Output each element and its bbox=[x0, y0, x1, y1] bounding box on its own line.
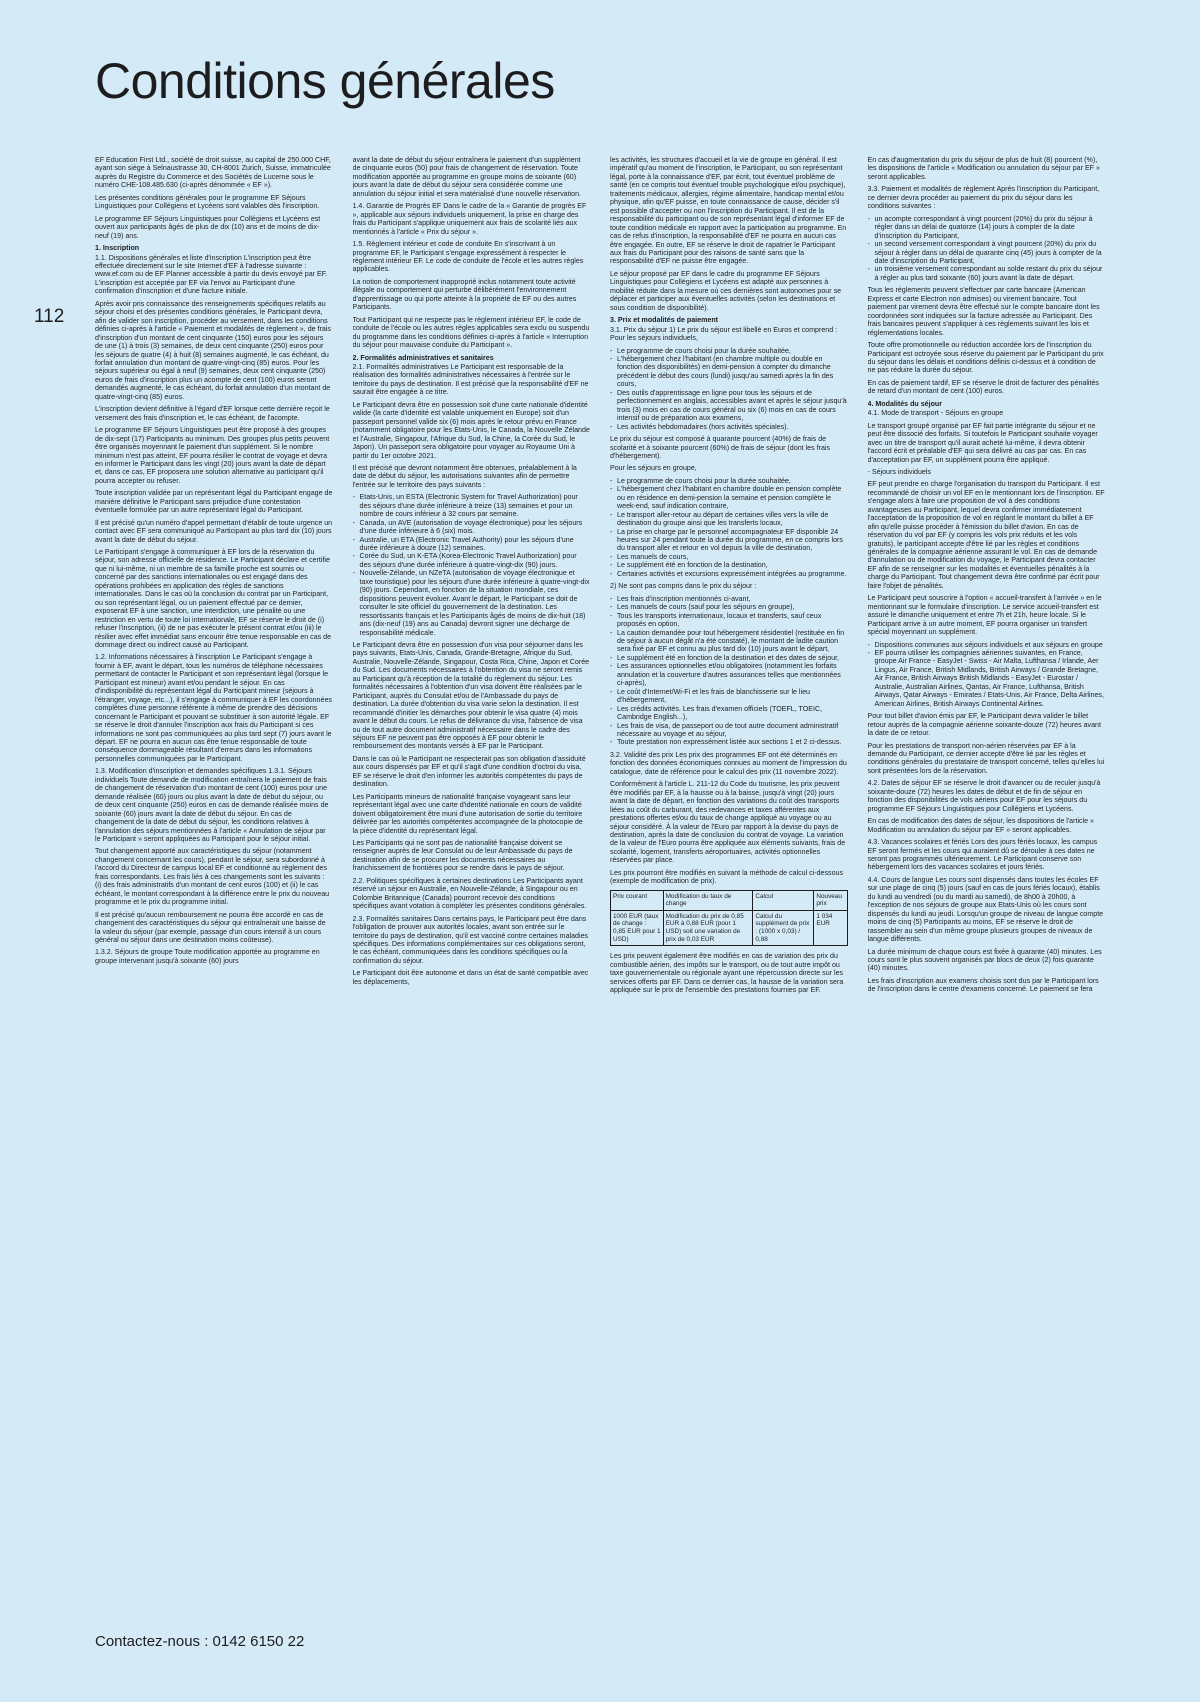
paragraph: Toute inscription validée par un représentant légal du Participant engage de manière définitive le Participant sans préjudice d'une contestation éventuelle formulée par un autre représentant légal du Participant. bbox=[95, 489, 333, 515]
paragraph: 1.3. Modification d'inscription et demandes spécifiques 1.3.1. Séjours individuels Toute demande de modification entraînera le paiement de frais de changement de réservation d'un montant de cent (100) euros pour une demande réalisée (60) jours ou plus avant la date de début du séjour, ou de deux cent cinquante (250) euros en cas de demande réalisée moins de soixante (60) jours avant la date de début du séjour. En cas de changement de la date de début du séjour, les conditions relatives à l'annulation des séjours mentionnées à l'article « Annulation de séjour par le Participant » seront appliquées au Participant pour le séjour initial. bbox=[95, 767, 329, 843]
bullet-list bbox=[610, 595, 848, 747]
list-item: - Le coût d'Internet/Wi-Fi et les frais de blanchisserie sur le lieu d'hébergement, bbox=[617, 688, 848, 705]
list-item: - Etats-Unis, un ESTA (Electronic System for Travel Authorization) pour des séjours d'une durée inférieure à treize (13) semaines et pour un nombre de cours inférieur à 32 cours par semaine. bbox=[360, 493, 591, 518]
list-item: - Canada, un AVE (autorisation de voyage électronique) pour les séjours d'une durée inférieure à 6 (six) mois. bbox=[360, 519, 591, 536]
list-item: - L'hébergement chez l'habitant (en chambre multiple ou double en fonction des disponibilités) en demi-pension à compter du dimanche précédent le début des cours (lundi) jusqu'au samedi après la fin des cours, bbox=[617, 355, 848, 389]
bullet-list bbox=[868, 641, 1106, 709]
paragraph: Toute offre promotionnelle ou réduction accordée lors de l'inscription du Participant est octroyée sous réserve du paiement par le Participant du prix du séjour dans les délais et conditions définis ci-dessus et à condition de ne pas réduire la durée du séjour. bbox=[867, 341, 1104, 375]
table-cell: 1000 EUR (taux de change : 0,85 EUR pour 1 USD) bbox=[611, 910, 664, 945]
paragraph: 1.1. Dispositions générales et liste d'inscription L'inscription peut être effectuée directement sur le site Internet d'EF à l'adresse suivante : www.ef.com ou de EF Planner accessible à partir du devis envoyé par EF. L'inscription est acceptée par EF via l'envoi au Participant d'une confirmation d'inscription et d'une facture initiale. bbox=[95, 253, 328, 296]
paragraph: 4.1. Mode de transport - Séjours en groupe bbox=[867, 409, 1004, 418]
paragraph: Le Participant devra être en possession soit d'une carte nationale d'identité valide (la carte d'identité est valable uniquement en Europe) soit d'un passeport personnel valide six (6) mois après le retour prévu en France (notamment obligatoire pour les Etats-Unis, le Canada, la Nouvelle Zélande et l'Australie, Singapour, l'Afrique du Sud, la Chine, la Corée du Sud, le Japon). Un passeport sera obligatoire pour voyager au Royaume Uni à partir du 1er octobre 2021. bbox=[352, 400, 590, 460]
paragraph: Le prix du séjour est composé à quarante pourcent (40%) de frais de scolarité et à soixante pourcent (60%) de frais de séjour (dont les frais d'hébergement). bbox=[610, 435, 831, 460]
bullet-list bbox=[610, 477, 848, 578]
list-item: - EF pourra utiliser les compagnies aériennes suivantes, en France, groupe Air France - EasyJet - Swiss - Air Malta, Lufthansa / Irlande, Aer Lingus, Air France, British Midlands, British Airways / Grande Bretagne, Air France, British Airways British Midlands - EasyJet - Eurostar / Australie, Australian Airlines, Qantas, Air France, Lufthansa, British Airways, Qatar Airways - Emirates / Etats-Unis, Air France, Delta Airlines, American Airlines, British Airways Continental Airlines. bbox=[875, 649, 1106, 708]
paragraph: En cas de modification des dates de séjour, les dispositions de l'article « Modification ou annulation du séjour par EF » seront applicables. bbox=[867, 817, 1095, 834]
paragraph: En cas d'augmentation du prix du séjour de plus de huit (8) pourcent (%), les dispositions de l'article « Modification ou annulation du séjour par EF » seront applicables. bbox=[867, 156, 1100, 181]
paragraph: 2.2. Politiques spécifiques à certaines destinations Les Participants ayant réservé un séjour en Australie, en Nouvelle-Zélande, à Singapour ou en Colombie Britannique (Canada) pourront recevoir des conditions spécifiques avant votation à compléter les présentes conditions générales. bbox=[352, 876, 587, 911]
paragraph: Tout changement apporté aux caractéristiques du séjour (notamment changement concernant les cours), pendant le séjour, sera subordonné à l'accord du Directeur de campus local EF et conditionné au règlement des frais correspondants. Les frais liés à ces changements sont les suivants : (i) des frais administratifs d'un montant de cent euros (100) et (ii) le cas échéant, le montant correspondant à la différence entre le prix du nouveau programme et le prix du programme initial. bbox=[95, 847, 330, 907]
bullet-list bbox=[610, 347, 848, 432]
paragraph: 3.2. Validité des prix Les prix des programmes EF ont été déterminés en fonction des données économiques connues au moment de l'impression du catalogue, date de référence pour le calcul des prix (11 novembre 2022). bbox=[610, 750, 847, 776]
terms-text-columns bbox=[95, 156, 1105, 1616]
paragraph: L'inscription devient définitive à l'égard d'EF lorsque cette dernière reçoit le versement des frais d'inscription et, le cas échéant, de l'acompte. bbox=[95, 405, 330, 422]
list-item: - un second versement correspondant à vingt pourcent (20%) du prix du séjour à régler dans un délai de quarante cinq (45) jours à compter de la date d'inscription du Participant, bbox=[875, 240, 1106, 265]
list-item: - Les manuels de cours (sauf pour les séjours en groupe), bbox=[617, 603, 848, 611]
paragraph: 4.3. Vacances scolaires et fériés Lors des jours fériés locaux, les campus EF seront fermés et les cours qui auraient dû se dérouler à ces dates ne seront pas programmés ultérieurement. Le Participant conserve son hébergement lors des vacances scolaires et jours fériés. bbox=[867, 838, 1098, 872]
text-column-1 bbox=[95, 156, 333, 1616]
list-item: - Nouvelle-Zélande, un NZeTA (autorisation de voyage électronique et taxe touristique) pour les séjours d'une durée inférieure à quatre-vingt-dix (90) jours. Cependant, en fonction de la situation mondiale, ces dispositions peuvent évoluer. Avant le départ, le Participant se doit de consulter le site officiel du gouvernement de la destination. Les ressortissants français et les Participants âgés de moins de dix-huit (18) ans (dix-neuf (19) ans au Canada) devront signer une décharge de responsabilité médicale. bbox=[360, 569, 591, 637]
paragraph: Conformément à l'article L. 211-12 du Code du tourisme, les prix peuvent être modifiés par EF, à la hausse ou à la baisse, jusqu'à vingt (20) jours avant la date de départ, en fonction des variations du coût des transports liées au coût du carburant, des redevances et taxes afférentes aux prestations offertes et/ou du taux de change appliqué au voyage ou au séjour considéré. À la valeur de l'Euro par rapport à la devise du pays de destination, après la date de conclusion du contrat de voyage. La variation de la valeur de l'Euro pourra être appliquée aux éléments suivants, frais de scolarité, logement, transferts aéroportuaires, activités optionnelles réservées par place. bbox=[610, 780, 846, 865]
list-item: - Des outils d'apprentissage en ligne pour tous les séjours et de perfectionnement en anglais, accessibles avant et après le séjour jusqu'à trois (3) mois en cas de cours général ou six (6) mois en cas de cours intensif ou de préparation aux examens, bbox=[617, 389, 848, 423]
list-item: - Les frais d'inscription mentionnés ci-avant, bbox=[617, 595, 848, 603]
table-header-row bbox=[611, 890, 848, 910]
paragraph: Il est précisé qu'un numéro d'appel permettant d'établir de toute urgence un contact avec EF sera communiqué au Participant au plus tard dix (10) jours avant la date de début du séjour. bbox=[95, 518, 333, 544]
list-item: - Les manuels de cours, bbox=[617, 553, 848, 561]
paragraph: EF peut prendre en charge l'organisation du transport du Participant. Il est recommandé de choisir un vol EF en le mentionnant lors de l'inscription. EF s'engage alors à faire une proposition de vol à des conditions avantageuses au Participant, lequel devra confirmer immédiatement l'acceptation de la proposition de vol en réglant le montant du billet à EF afin qu'elle puisse procéder à l'émission du billet d'avion. En cas de réservation du vol par EF (y compris les vols prix réduits et les vols gratuits), le participant accepte d'être lié par les règles et conditions générales de la compagnie aérienne assurant le vol. En cas de demande d'annulation ou de modification du voyage, le Participant devra contacter EF afin de se renseigner sur les modalités et éventuelles pénalités à la charge du Participant. Tout changement devra être confirmé par écrit pour faire l'objet de pénalités. bbox=[867, 480, 1105, 590]
list-item: - Le transport aller-retour au départ de certaines villes vers la ville de destination du groupe ainsi que les transferts locaux, bbox=[617, 511, 848, 528]
section-heading: 3. Prix et modalités de paiement bbox=[610, 316, 719, 325]
list-item: - Le programme de cours choisi pour la durée souhaitée, bbox=[617, 477, 848, 485]
paragraph: Tout Participant qui ne respecte pas le règlement intérieur EF, le code de conduite de l'école ou les autres règles applicables sera exclu ou suspendu du programme dans les conditions définies ci-après à l'article « Interruption du séjour pour mauvaise conduite du Participant ». bbox=[352, 315, 590, 350]
list-item: - Certaines activités et excursions expressément intégrées au programme. bbox=[617, 570, 848, 578]
table-header-cell: Modification du taux de change bbox=[663, 890, 753, 910]
list-item: - Les activités hebdomadaires (hors activités spéciales). bbox=[617, 423, 848, 431]
paragraph: Le séjour proposé par EF dans le cadre du programme EF Séjours Linguistiques pour Collégiens et Lycéens est adapté aux personnes à mobilité réduite dans la mesure où ces dernières sont autonomes pour se déplacer et participer aux éventuelles activités (selon les destinations et sous condition de disponibilité). bbox=[610, 269, 842, 312]
paragraph: La notion de comportement inapproprié inclus notamment toute activité illégale ou comportement qui perturbe délibérément l'environnement d'apprentissage ou qui porte atteinte à la propriété de EF ou des autres Participants. bbox=[352, 277, 577, 312]
list-item: - Le programme de cours choisi pour la durée souhaitée, bbox=[617, 347, 848, 355]
page-number: 112 bbox=[34, 306, 65, 327]
paragraph: les activités, les structures d'accueil et la vie de groupe en général. Il est impératif qu'au moment de l'inscription, le Participant, ou son représentant légal, porte à la connaissance d'EF, par écrit, tout éventuel problème de santé (en ce compris tout éventuel trouble psychologique et/ou psychique), traitements médicaux, allergies, régime alimentaire, handicap mental et/ou physique, afin qu'EF puisse, en toute connaissance de cause, décider s'il est possible d'accepter ou non l'inscription du Participant. Il est de la responsabilité du participant ou de son représentant légal d'informer EF de toute condition médicale en rapport avec la participation au programme. En cas de refus d'inscription, la responsabilité d'EF ne pourra en aucun cas être engagée. En outre, EF se réserve le droit de rapatrier le Participant aux frais du Participant pour des raisons de santé sans que la responsabilité d'EF ne puisse être engagée. bbox=[610, 156, 847, 266]
paragraph: Les Participants qui ne sont pas de nationalité française doivent se renseigner auprès de leur Consulat ou de leur Ambassade du pays de destination afin de se procurer les documents nécessaires au franchissement de frontières pour se rendre dans le pays de séjour. bbox=[352, 838, 573, 873]
paragraph: Les Participants mineurs de nationalité française voyageant sans leur représentant légal avec une carte d'identité nationale en cours de validité doivent obligatoirement être muni d'une autorisation de sortie du territoire délivrée par les autorités compétentes accompagnée de la photocopie de la pièce d'identité du représentant légal. bbox=[352, 792, 583, 835]
section-heading: 4. Modalités du séjour bbox=[867, 399, 942, 408]
paragraph: Dans le cas où le Participant ne respecterait pas son obligation d'assiduité aux cours dispensés par EF et qu'il s'agit d'une condition d'octroi du visa, EF se réserve le droit d'en informer les autorités compétentes du pays de destination. bbox=[352, 754, 586, 789]
table-cell: Modification du prix de 0,85 EUR à 0,88 EUR (pour 1 USD) soit une variation de prix de 0,03 EUR bbox=[663, 910, 753, 945]
text-column-4 bbox=[868, 156, 1106, 1616]
paragraph: - Séjours individuels bbox=[867, 467, 931, 476]
paragraph: 2) Ne sont pas compris dans le prix du séjour : bbox=[610, 582, 757, 591]
paragraph: avant la date de début du séjour entraînera le paiement d'un supplément de cinquante euros (50) pour frais de changement de réservation. Toute modification apportée au programme en groupe moins de soixante (60) jours avant la date de début du séjour sera considérée comme une annulation du séjour initial et sera matérialisé d'une nouvelle réservation. bbox=[352, 156, 581, 198]
paragraph: Tous les règlements peuvent s'effectuer par carte bancaire (American Express et carte Electron non admises) ou virement bancaire. Tout paiement par virement devra être effectué sur le compte bancaire dont les coordonnées sont indiquées sur la facture adressée au Participant. Des frais bancaires peuvent s'appliquer à ces règlements suivant les lois et réglementations locales. bbox=[867, 286, 1100, 337]
bullet-list bbox=[353, 493, 591, 637]
paragraph: Les frais d'inscription aux examens choisis sont dus par le Participant lors de l'inscription dans le centre d'examens concerné. Le paiement se fera bbox=[867, 976, 1099, 994]
paragraph: EF Education First Ltd., société de droit suisse, au capital de 250.000 CHF, ayant son siège à Selnaustrasse 30, CH-8001 Zurich, Suisse, immatriculée auprès du Registre du Commerce et des Sociétés de Lucerne sous le numéro CHE-108.485.630 (ci-après dénommée « EF »). bbox=[95, 156, 331, 190]
list-item: - La prise en charge par le personnel accompagnateur EF disponible 24 heures sur 24 pendant toute la durée du programme, en ce compris lors du transport aller et retour en vol depuis la ville de destination, bbox=[617, 528, 848, 553]
list-item: - Le supplément été en fonction de la destination, bbox=[617, 561, 848, 569]
paragraph: 1.4. Garantie de Progrès EF Dans le cadre de la « Garantie de progrès EF », applicable aux séjours individuels uniquement, la prise en charge des frais du Participant s'applique uniquement aux frais de scolarité liés aux mentionnés à l'article « Prix du séjour ». bbox=[352, 202, 587, 236]
paragraph: Le Participant devra être en possession d'un visa pour séjourner dans les pays suivants, Etats-Unis, Canada, Grande-Bretagne, Afrique du Sud, Australie, Nouvelle-Zélande, Singapour, Costa Rica, Chine, Japon et Corée du Sud. Les documents nécessaires à l'obtention du visa ne seront remis au Participant qu'à réception de la totalité du règlement du séjour. Les formalités nécessaires à l'obtention d'un visa doivent être réalisées par le Participant, auprès du Consulat et/ou de l'Ambassade du pays de destination. La durée d'obtention du visa varie selon la destination. Il est recommandé d'initier les démarches pour obtenir le visa quatre (4) mois avant le début du cours. Le refus de délivrance du visa, l'absence de visa ou de tout autre document administratif nécessaire dans le cadre des séjours EF ne peuvent pas être opposés à EF pour obtenir le remboursement des montants versés à EF par le Participant. bbox=[352, 641, 590, 751]
list-item: - Les crédits activités. Les frais d'examen officiels (TOEFL, TOEIC, Cambridge English...), bbox=[617, 705, 848, 722]
bullet-list bbox=[868, 215, 1106, 283]
paragraph: Pour les séjours en groupe, bbox=[610, 464, 697, 473]
list-item: - Tous les transports internationaux, locaux et transferts, sauf ceux proposés en option, bbox=[617, 612, 848, 629]
paragraph: Le programme EF Séjours Linguistiques pour Collégiens et Lycéens est ouvert aux participants âgés de plus de dix (10) ans et de moins de dix-neuf (19) ans. bbox=[95, 214, 321, 240]
list-item: - Corée du Sud, un K-ETA (Korea-Electronic Travel Authorization) pour des séjours d'une durée inférieure à quatre-vingt-dix (90) jours. bbox=[360, 552, 591, 569]
paragraph: Le transport groupé organisé par EF fait partie intégrante du séjour et ne peut être dissocié des forfaits. Si toutefois le Participant souhaite voyager avec un titre de transport qu'il aurait acheté lui-même, il devra obtenir l'accord écrit et préalable d'EF qui sera délivré au cas par cas. En cas d'acceptation par EF, un supplément pourra être appliqué. bbox=[867, 421, 1098, 464]
paragraph: 4.4. Cours de langue Les cours sont dispensés dans toutes les écoles EF sur une plage de cinq (5) jours (sauf en cas de jours fériés locaux), établis du lundi au vendredi (ou du mardi au samedi), de 8h00 à 20h00, à l'exception de nos séjours de groupe aux Etats-Unis où les cours sont dispensés du lundi au jeudi. Lorsqu'un groupe de niveau de langue compte moins de cinq (5) Participants au moins, EF se réserve le droit de rassembler au sein d'un même groupe plusieurs groupes de niveaux de langue différents. bbox=[867, 875, 1104, 944]
text-column-2 bbox=[353, 156, 591, 1616]
paragraph: Pour les prestations de transport non-aérien réservées par EF à la demande du Participant, ce dernier accepte d'être lié par les règles et conditions générales du prestataire de transport concerné, telles qu'elles lui sont présentées lors de la réservation. bbox=[867, 741, 1105, 775]
paragraph: Les présentes conditions générales pour le programme EF Séjours Linguistiques pour Collégiens et Lycéens sont valables dès l'inscription. bbox=[95, 193, 320, 211]
list-item: - Toute prestation non expressément listée aux sections 1 et 2 ci-dessus. bbox=[617, 738, 848, 746]
list-item: - Les frais de visa, de passeport ou de tout autre document administratif nécessaire au voyage et au séjour, bbox=[617, 722, 848, 739]
paragraph: 1.2. Informations nécessaires à l'inscription Le Participant s'engage à fournir à EF, avant le départ, tous les numéros de téléphone nécessaires permettant de contacter le Participant et son représentant légal (lorsque le Participant est mineur) avant et/ou pendant le séjour. En cas d'indisponibilité du représentant légal du Participant mineur (séjours à l'étranger, voyage, etc...), il s'engage à communiquer à EF les coordonnées complètes d'une personne référente à même de prendre des décisions concernant le Participant et pouvant se substituer à son autorité légale. EF se réserve le droit d'annuler l'inscription aux frais du Participant si ces informations ne sont pas communiquées au plus tard sept (7) jours avant le départ. EF ne pourra en aucun cas être tenue responsable de toute conséquence dommageable résultant d'erreurs dans les informations personnelles communiquées par le Participant. bbox=[95, 653, 332, 763]
paragraph: 2.1. Formalités administratives Le Participant est responsable de la réalisation des formalités administratives nécessaires à l'entrée sur le territoire du pays de destination. Il est précisé que la responsabilité d'EF ne saurait être engagée à ce titre. bbox=[352, 362, 589, 397]
paragraph: 1.3.2. Séjours de groupe Toute modification apportée au programme en groupe intervenant jusqu'à soixante (60) jours bbox=[95, 948, 320, 965]
paragraph: Le Participant peut souscrire à l'option « accueil-transfert à l'arrivée » en le mentionnant sur le formulaire d'inscription. Le service accueil-transfert est assuré le dimanche uniquement et entre 7h et 21h, heure locale. Si le Participant arrive à un autre moment, EF pourra organiser un transfert spécial moyennant un supplément. bbox=[867, 594, 1102, 637]
price-example-table bbox=[610, 890, 848, 947]
paragraph: 1.5. Règlement intérieur et code de conduite En s'inscrivant à un programme EF, le Participant s'engage expressément à respecter le règlement intérieur EF. Le code de conduite de l'école et les autres règles applicables. bbox=[352, 240, 584, 274]
list-item: - Australie, un ETA (Electronic Travel Authority) pour les séjours d'une durée inférieure à douze (12) semaines. bbox=[360, 536, 591, 553]
page-title: Conditions générales bbox=[95, 53, 555, 109]
section-heading: 1. Inscription bbox=[95, 244, 140, 253]
paragraph: Il est précisé que devront notamment être obtenues, préalablement à la date de début du séjour, les autorisations suivantes afin de permettre l'entrée sur le territoire des pays suivants : bbox=[352, 463, 577, 489]
paragraph: En cas de paiement tardif, EF se réserve le droit de facturer des pénalités de retard d'un montant de cent (100) euros. bbox=[867, 378, 1099, 396]
table-cell: 1 034 EUR bbox=[814, 910, 847, 945]
paragraph: Les prix peuvent également être modifiés en cas de variation des prix du combustible aérien, des impôts sur le transport, ou de tout autre impôt ou taxe gouvernementale ou régionale ayant une répercussion directe sur les services offerts par EF. Dans ce dernier cas, la hausse de la variation sera appliquée sur le prix de l'ensemble des prestations fournies par EF. bbox=[610, 952, 844, 995]
paragraph: Le programme EF Séjours Linguistiques peut être proposé à des groupes de dix-sept (17) Participants au minimum. Des groupes plus petits peuvent être organisés moyennant le paiement d'un supplément. Si le nombre minimum n'est pas atteint, EF pourra résilier le contrat de voyage et devra en informer le Participant dans les vingt (20) jours avant la date de départ et, dans ce cas, EF proposera une solution alternative au participant qu'il pourra accepter ou refuser. bbox=[95, 426, 330, 485]
paragraph: 4.2. Dates de séjour EF se réserve le droit d'avancer ou de reculer jusqu'à soixante-douze (72) heures les dates de début et de fin de séjour en fonction des disponibilités de vols aériens pour EF pour les séjours du programme EF Séjours Linguistiques pour Collégiens et Lycéens. bbox=[867, 779, 1101, 813]
paragraph: Les prix pourront être modifiés en suivant la méthode de calcul ci-dessous (exemple de modification de prix). bbox=[610, 868, 844, 886]
paragraph: Le Participant doit être autonome et dans un état de santé compatible avec les déplacements, bbox=[352, 969, 589, 986]
paragraph: 2.3. Formalités sanitaires Dans certains pays, le Participant peut être dans l'obligation de prouver aux autorités locales, avant son entrée sur le territoire du pays de destination, qu'il est vacciné contre certaines maladies spécifiques. Des informations complémentaires sur ces obligations seront, le cas échéant, communiquées dans les conditions spécifiques ou la confirmation du séjour. bbox=[352, 914, 589, 965]
paragraph: La durée minimum de chaque cours est fixée à quarante (40) minutes. Les cours sont le plus souvent organisés par blocs de deux (2) fois quarante (40) minutes. bbox=[867, 947, 1102, 973]
paragraph: Pour tout billet d'avion émis par EF, le Participant devra valider le billet retour auprès de la compagnie aérienne soixante-douze (72) heures avant la date de ce retour. bbox=[867, 712, 1101, 738]
list-item: - La caution demandée pour tout hébergement résidentiel (restituée en fin de séjour à aucun dégât n'a été constaté), le montant de ladite caution sera fixé par EF et connu au plus tard dix (10) jours avant le départ, bbox=[617, 629, 848, 654]
paragraph: 3.3. Paiement et modalités de règlement Après l'inscription du Participant, ce dernier devra procéder au paiement du prix du séjour dans les conditions suivantes : bbox=[867, 185, 1100, 211]
contact-footer: Contactez-nous : 0142 6150 22 bbox=[95, 1633, 305, 1650]
list-item: - Le supplément été en fonction de la destination et des dates de séjour, bbox=[617, 654, 848, 662]
paragraph: Le Participant s'engage à communiquer à EF lors de la réservation du séjour, son adresse officielle de résidence. Le Participant déclare et certifie que ni lui-même, ni un membre de sa famille proche est soumis ou concerné par des sanctions internationales ou est engagé dans des opérations prohibées en application des règles de sanctions internationales. Dans le cas où la conclusion du contrat par un Participant, ou son représentant légal, ou un paiement effectué par ce dernier, exposerait EF à une sanction, une interdiction, une pénalité ou une restriction en vertu de toute loi internationale, EF se réserve le droit de (i) refuser l'inscription, (ii) de ne pas exécuter le présent contrat et/ou (iii) le résilier avec effet immédiat sans encourir être tenue responsable en cas de dommage direct ou indirect causé au Participant. bbox=[95, 548, 332, 650]
paragraph: Après avoir pris connaissance des renseignements spécifiques relatifs au séjour choisi et des présentes conditions générales, le Participant devra, afin de valider son inscription, procéder au versement, dans les conditions définies ci-après à l'article « Paiement et modalités de règlement », de frais d'inscription d'un montant de cent cinquante (150) euros pour les séjours de une (1) à trois (3) semaines, de deux cent cinquante (250) euros pour les séjours de quatre (4) à huit (8) semaines augmenté, le cas échéant, du forfait annulation d'un montant de quatre-vingt-cinq (85) euros. Pour les séjours supérieur ou égal à neuf (9) semaines, deux cent cinquante (250) euros de frais d'inscription plus un acompte de cent (100) euros seront demandés augmenté, le cas échéant, du forfait annulation d'un montant de quatre-vingt-cinq (85) euros. bbox=[95, 299, 331, 401]
list-item: - Dispositions communes aux séjours individuels et aux séjours en groupe bbox=[875, 641, 1106, 649]
list-item: - un acompte correspondant à vingt pourcent (20%) du prix du séjour à régler dans un délai de quatorze (14) jours à compter de la date d'inscription du Participant, bbox=[875, 215, 1106, 240]
list-item: - L'hébergement chez l'habitant en chambre double en pension complète ou en résidence en demi-pension la semaine et pension complète le week-end, sauf indication contraire, bbox=[617, 485, 848, 510]
section-heading: 2. Formalités administratives et sanitaires bbox=[352, 353, 494, 362]
text-column-3 bbox=[610, 156, 848, 1616]
table-header-cell: Calcul bbox=[753, 890, 814, 910]
list-item: - Les assurances optionnelles et/ou obligatoires (notamment les forfaits annulation et la couverture d'autres assurances telles que mentionnées ci-après), bbox=[617, 662, 848, 687]
list-item: - un troisième versement correspondant au solde restant du prix du séjour à régler au plus tard soixante (60) jours avant la date de départ. bbox=[875, 265, 1106, 282]
paragraph: Il est précisé qu'aucun remboursement ne pourra être accordé en cas de changement des caractéristiques du séjour qui entraînerait une baisse de la valeur du séjour (par exemple, passage d'un cours intensif à un cours général ou séjour dans une destination moins coûteuse). bbox=[95, 910, 326, 944]
paragraph: 3.1. Prix du séjour 1) Le prix du séjour est libellé en Euros et comprend : Pour les séjours individuels, bbox=[610, 325, 838, 343]
table-header-cell: Prix courant bbox=[611, 890, 664, 910]
table-cell: Calcul du supplément de prix : (1000 x 0,03) / 0,88 bbox=[753, 910, 814, 945]
table-header-cell: Nouveau prix bbox=[814, 890, 847, 910]
table-row bbox=[611, 910, 848, 945]
